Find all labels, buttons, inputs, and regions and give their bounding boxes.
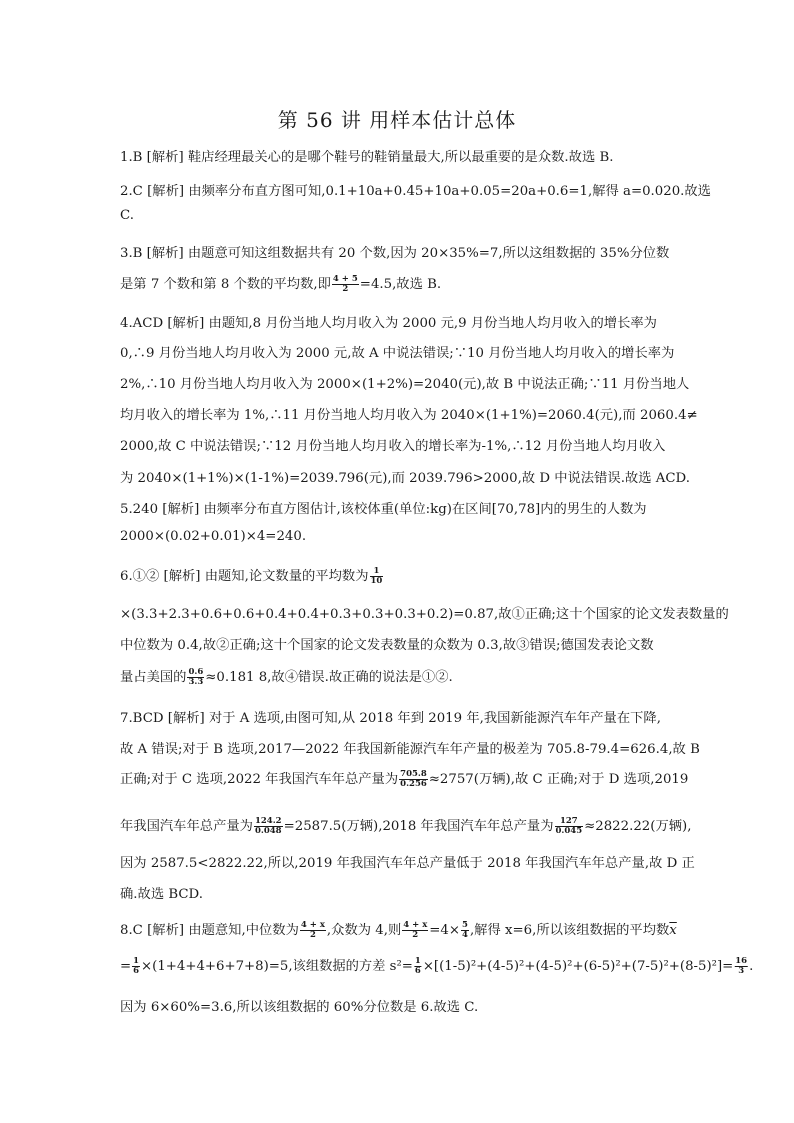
text-segment: ≈2822.22(万辆), <box>584 819 692 834</box>
fraction-denominator: 4 <box>462 930 468 940</box>
answer-7-line-3 <box>120 768 688 789</box>
fraction <box>132 957 140 976</box>
fraction <box>402 921 428 940</box>
answer-6-line-2: ×(3.3+2.3+0.6+0.6+0.4+0.4+0.3+0.3+0.3+0.2)=0.87,故①正确;这十个国家的论文发表数量的 <box>120 607 729 622</box>
answer-7-line-4 <box>120 815 691 836</box>
text-segment: 6.①② [解析] 由题知,论文数量的平均数为 <box>120 569 369 584</box>
answer-4-line-1: 4.ACD [解析] 由题知,8 月份当地人均月收入为 2000 元,9 月份当地人均月收入的增长率为 <box>120 316 657 331</box>
text-segment: ×[(1-5)²+(4-5)²+(4-5)²+(6-5)²+(7-5)²+(8-5)²]= <box>422 959 734 974</box>
text-segment: =2587.5(万辆),2018 年我国汽车年总产量为 <box>283 819 554 834</box>
fraction <box>555 817 584 836</box>
page-title: 第 56 讲 用样本估计总体 <box>277 108 517 132</box>
text-segment: ≈0.181 8,故④错误.故正确的说法是①②. <box>205 670 453 685</box>
answer-5-line-1: 5.240 [解析] 由频率分布直方图估计,该校体重(单位:kg)在区间[70,78]内的男生的人数为 <box>120 502 647 517</box>
fraction-numerator: 4 + 5 <box>332 274 358 284</box>
answer-7-line-2: 故 A 错误;对于 B 选项,2017—2022 年我国新能源汽车年产量的极差为 705.8-79.4=626.4,故 B <box>120 742 700 757</box>
text-segment: =4× <box>429 923 461 938</box>
text-segment: 正确;对于 C 选项,2022 年我国汽车年总产量为 <box>120 772 399 787</box>
text-segment: 是第 7 个数和第 8 个数的平均数,即 <box>120 277 331 292</box>
fraction <box>254 817 283 836</box>
fraction-denominator: 3 <box>738 966 745 976</box>
answer-7-line-6: 确.故选 BCD. <box>120 887 203 902</box>
fraction-numerator: 705.8 <box>400 769 427 779</box>
answer-6-line-4 <box>120 666 453 687</box>
fraction-numerator: 0.6 <box>188 667 204 677</box>
fraction-denominator: 2 <box>342 284 349 294</box>
fraction <box>332 275 359 294</box>
fraction <box>461 921 469 940</box>
answer-6-line-3: 中位数为 0.4,故②正确;这十个国家的论文发表数量的众数为 0.3,故③错误;德国发表论文数 <box>120 638 654 653</box>
fraction <box>399 770 428 789</box>
answer-4-line-2: 0,∴9 月份当地人均月收入为 2000 元,故 A 中说法错误;∵10 月份当地人均月收入的增长率为 <box>120 346 675 361</box>
fraction-numerator: 4 + x <box>403 920 428 930</box>
fraction-numerator: 16 <box>735 956 748 966</box>
fraction-denominator: 2 <box>412 930 419 940</box>
fraction-numerator: 1 <box>133 956 140 966</box>
text-segment: ,解得 x=6,所以该组数据的平均数 <box>469 923 670 938</box>
answer-4-line-5: 2000,故 C 中说法错误;∵12 月份当地人均月收入的增长率为-1%,∴12 月份当地人均月收入 <box>120 439 666 454</box>
fraction <box>187 668 204 687</box>
text-segment: 8.C [解析] 由题意知,中位数为 <box>120 923 299 938</box>
answer-4-line-6: 为 2040×(1+1%)×(1-1%)=2039.796(元),而 2039.796>2000,故 D 中说法错误.故选 ACD. <box>120 471 690 486</box>
text-segment: ≈2757(万辆),故 C 正确;对于 D 选项,2019 <box>428 772 689 787</box>
text-segment: ,众数为 4,则 <box>326 923 402 938</box>
answer-6-line-1 <box>120 565 384 586</box>
answer-1-line-1: 1.B [解析] 鞋店经理最关心的是哪个鞋号的鞋销量最大,所以最重要的是众数.故选 B. <box>120 150 614 165</box>
fraction <box>300 921 326 940</box>
fraction-numerator: 1 <box>414 956 421 966</box>
text-segment: 年我国汽车年总产量为 <box>120 819 253 834</box>
text-segment: 量占美国的 <box>120 670 187 685</box>
fraction-numerator: 4 + x <box>300 920 325 930</box>
fraction-denominator: 2 <box>309 930 316 940</box>
fraction <box>370 567 384 586</box>
fraction-denominator: 10 <box>370 576 383 586</box>
fraction <box>734 957 748 976</box>
fraction <box>414 957 422 976</box>
text-segment: ×(1+4+4+6+7+8)=5,该组数据的方差 s²= <box>141 959 413 974</box>
fraction-numerator: 127 <box>555 817 584 827</box>
fraction-denominator: 6 <box>414 966 421 976</box>
answer-2-line-2: C. <box>120 208 134 223</box>
answer-2-line-1: 2.C [解析] 由频率分布直方图可知,0.1+10a+0.45+10a+0.05=20a+0.6=1,解得 a=0.020.故选 <box>120 184 711 199</box>
answer-8-line-1 <box>120 919 677 940</box>
fraction-numerator: 124.2 <box>254 816 282 826</box>
fraction-denominator: 0.048 <box>254 826 282 836</box>
text-segment: =4.5,故选 B. <box>359 277 442 292</box>
answer-5-line-2: 2000×(0.02+0.01)×4=240. <box>120 529 307 544</box>
answer-8-line-2 <box>120 955 753 976</box>
text-segment: = <box>120 959 132 974</box>
fraction-denominator: 0.256 <box>400 779 427 789</box>
answer-3-line-1: 3.B [解析] 由题意可知这组数据共有 20 个数,因为 20×35%=7,所以这组数据的 35%分位数 <box>120 246 670 261</box>
fraction-denominator: 3.3 <box>188 677 204 687</box>
answer-7-line-1: 7.BCD [解析] 对于 A 选项,由图可知,从 2018 年到 2019 年,我国新能源汽车年产量在下降, <box>120 711 661 726</box>
answer-4-line-3: 2%,∴10 月份当地人均月收入为 2000×(1+2%)=2040(元),故 B 中说法正确;∵11 月份当地人 <box>120 377 690 392</box>
mean-symbol: $\overline{x}$ <box>669 923 677 938</box>
answer-3-line-2 <box>120 273 441 294</box>
answer-7-line-5: 因为 2587.5<2822.22,所以,2019 年我国汽车年总产量低于 2018 年我国汽车年总产量,故 D 正 <box>120 856 695 871</box>
fraction-denominator: 0.045 <box>555 826 583 836</box>
fraction-numerator: 1 <box>370 567 384 577</box>
fraction-numerator: 5 <box>462 920 468 930</box>
answer-4-line-4: 均月收入的增长率为 1%,∴11 月份当地人均月收入为 2040×(1+1%)=2060.4(元),而 2060.4≠ <box>120 408 698 423</box>
fraction-denominator: 6 <box>133 966 140 976</box>
answer-8-line-3: 因为 6×60%=3.6,所以该组数据的 60%分位数是 6.故选 C. <box>120 1000 479 1015</box>
text-segment: . <box>749 959 754 974</box>
